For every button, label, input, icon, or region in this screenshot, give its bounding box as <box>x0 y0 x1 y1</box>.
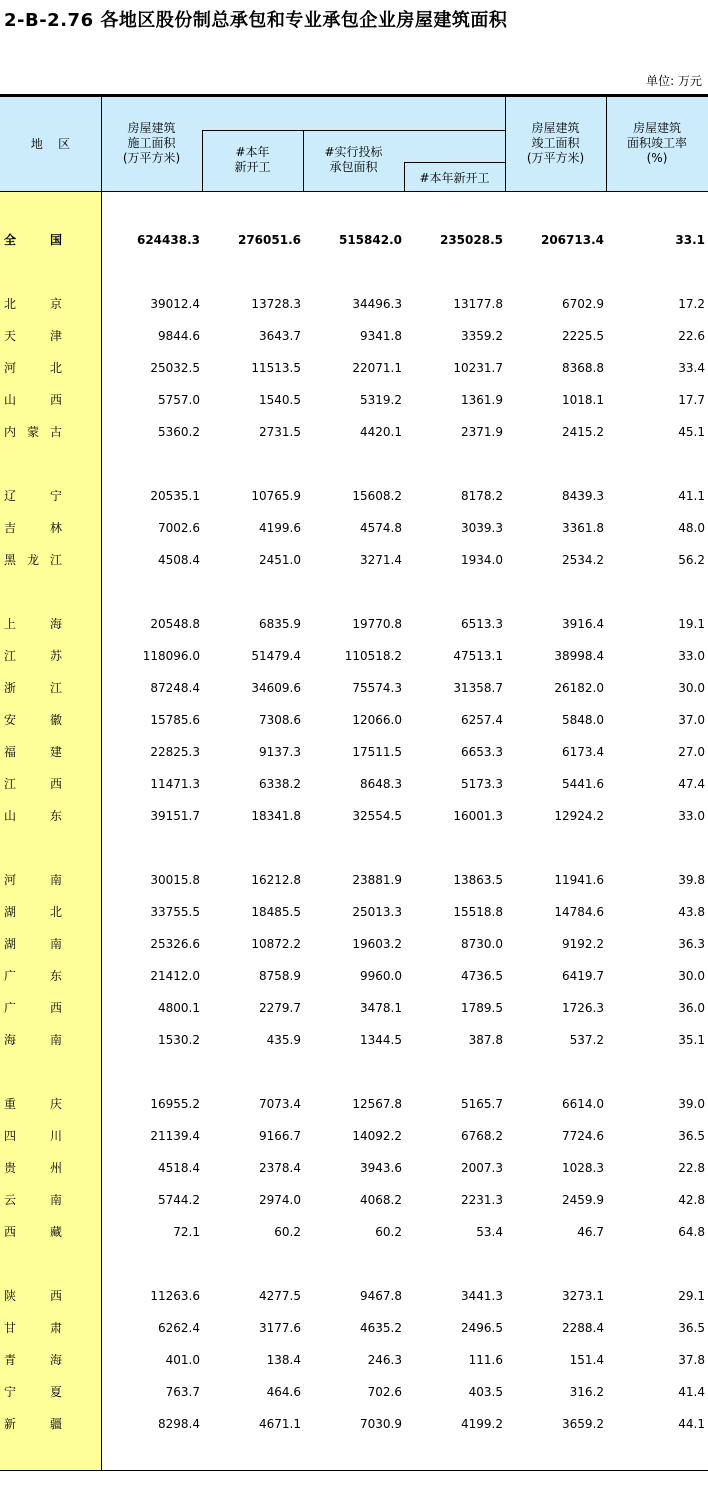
table-row <box>0 935 708 953</box>
region-name: 西 藏 <box>4 1225 62 1239</box>
cell-value: 3643.7 <box>259 329 301 343</box>
cell-value: 10231.7 <box>453 361 503 375</box>
cell-value: 14092.2 <box>352 1129 402 1143</box>
cell-value: 21412.0 <box>150 969 200 983</box>
cell-value: 20535.1 <box>150 489 200 503</box>
region-name: 宁 夏 <box>4 1385 62 1399</box>
cell-value: 19770.8 <box>352 617 402 631</box>
region-name: 甘 肃 <box>4 1321 62 1335</box>
cell-value: 33.0 <box>678 649 705 663</box>
cell-value: 1726.3 <box>562 1001 604 1015</box>
cell-value: 22071.1 <box>352 361 402 375</box>
cell-value: 11941.6 <box>554 873 604 887</box>
cell-value: 3478.1 <box>360 1001 402 1015</box>
cell-value: 4800.1 <box>158 1001 200 1015</box>
cell-value: 33.0 <box>678 809 705 823</box>
cell-value: 14784.6 <box>554 905 604 919</box>
cell-value: 13728.3 <box>251 297 301 311</box>
cell-value: 41.1 <box>678 489 705 503</box>
cell-value: 763.7 <box>165 1385 200 1399</box>
cell-value: 403.5 <box>468 1385 503 1399</box>
cell-value: 3039.3 <box>461 521 503 535</box>
cell-value: 1530.2 <box>158 1033 200 1047</box>
cell-value: 2288.4 <box>562 1321 604 1335</box>
cell-value: 13863.5 <box>453 873 503 887</box>
cell-value: 316.2 <box>569 1385 604 1399</box>
region-name: 广 东 <box>4 969 62 983</box>
cell-value: 29.1 <box>678 1289 705 1303</box>
region-name: 天 津 <box>4 329 62 343</box>
cell-value: 39.0 <box>678 1097 705 1111</box>
table-row <box>0 1159 708 1177</box>
header-new-start: #本年 新开工 <box>234 145 271 174</box>
cell-value: 2974.0 <box>259 1193 301 1207</box>
cell-value: 5319.2 <box>360 393 402 407</box>
cell-value: 3659.2 <box>562 1417 604 1431</box>
region-name: 海 南 <box>4 1033 62 1047</box>
cell-value: 6338.2 <box>259 777 301 791</box>
cell-value: 18485.5 <box>251 905 301 919</box>
cell-value: 51479.4 <box>251 649 301 663</box>
cell-value: 1789.5 <box>461 1001 503 1015</box>
cell-value: 1934.0 <box>461 553 503 567</box>
cell-value: 44.1 <box>678 1417 705 1431</box>
table-row <box>0 999 708 1017</box>
cell-value: 9467.8 <box>360 1289 402 1303</box>
cell-value: 111.6 <box>468 1353 503 1367</box>
cell-value: 6653.3 <box>461 745 503 759</box>
table-row <box>0 1095 708 1113</box>
cell-value: 6513.3 <box>461 617 503 631</box>
cell-value: 23881.9 <box>352 873 402 887</box>
table-row <box>0 359 708 377</box>
table-row <box>0 1351 708 1369</box>
cell-value: 31358.7 <box>453 681 503 695</box>
cell-value: 21139.4 <box>150 1129 200 1143</box>
table-row <box>0 711 708 729</box>
cell-value: 2378.4 <box>259 1161 301 1175</box>
cell-value: 9137.3 <box>259 745 301 759</box>
cell-value: 276051.6 <box>237 233 301 247</box>
cell-value: 43.8 <box>678 905 705 919</box>
cell-value: 11263.6 <box>150 1289 200 1303</box>
cell-value: 4199.2 <box>461 1417 503 1431</box>
cell-value: 4635.2 <box>360 1321 402 1335</box>
cell-value: 4199.6 <box>259 521 301 535</box>
cell-value: 25326.6 <box>150 937 200 951</box>
region-column-band <box>0 192 102 1471</box>
cell-value: 2496.5 <box>461 1321 503 1335</box>
cell-value: 401.0 <box>165 1353 200 1367</box>
cell-value: 3273.1 <box>562 1289 604 1303</box>
cell-value: 8758.9 <box>259 969 301 983</box>
table-row <box>0 519 708 537</box>
cell-value: 2534.2 <box>562 553 604 567</box>
cell-value: 4420.1 <box>360 425 402 439</box>
cell-value: 2279.7 <box>259 1001 301 1015</box>
cell-value: 4574.8 <box>360 521 402 535</box>
cell-value: 37.0 <box>678 713 705 727</box>
cell-value: 4508.4 <box>158 553 200 567</box>
cell-value: 34609.6 <box>251 681 301 695</box>
cell-value: 5744.2 <box>158 1193 200 1207</box>
cell-value: 3916.4 <box>562 617 604 631</box>
cell-value: 6835.9 <box>259 617 301 631</box>
region-name: 湖 北 <box>4 905 62 919</box>
cell-value: 56.2 <box>678 553 705 567</box>
cell-value: 53.4 <box>476 1225 503 1239</box>
region-name: 四 川 <box>4 1129 62 1143</box>
region-name: 江 苏 <box>4 649 62 663</box>
cell-value: 2451.0 <box>259 553 301 567</box>
table-row <box>0 1191 708 1209</box>
cell-value: 60.2 <box>375 1225 402 1239</box>
cell-value: 6702.9 <box>562 297 604 311</box>
region-name: 内 蒙 古 <box>4 425 62 439</box>
cell-value: 10765.9 <box>251 489 301 503</box>
cell-value: 9192.2 <box>562 937 604 951</box>
cell-value: 1540.5 <box>259 393 301 407</box>
cell-value: 20548.8 <box>150 617 200 631</box>
table-row <box>0 615 708 633</box>
table-row <box>0 807 708 825</box>
cell-value: 36.0 <box>678 1001 705 1015</box>
cell-value: 8730.0 <box>461 937 503 951</box>
cell-value: 8298.4 <box>158 1417 200 1431</box>
cell-value: 27.0 <box>678 745 705 759</box>
region-name: 河 南 <box>4 873 62 887</box>
table-row <box>0 1383 708 1401</box>
cell-value: 19.1 <box>678 617 705 631</box>
cell-value: 30.0 <box>678 681 705 695</box>
cell-value: 46.7 <box>577 1225 604 1239</box>
cell-value: 22.6 <box>678 329 705 343</box>
table-row <box>0 1319 708 1337</box>
table-row <box>0 1223 708 1241</box>
cell-value: 118096.0 <box>142 649 200 663</box>
unit-label: 单位: 万元 <box>646 74 702 88</box>
cell-value: 8368.8 <box>562 361 604 375</box>
cell-value: 9960.0 <box>360 969 402 983</box>
cell-value: 60.2 <box>274 1225 301 1239</box>
table-row <box>0 1127 708 1145</box>
table-row <box>0 743 708 761</box>
table-row <box>0 295 708 313</box>
header-region: 地 区 <box>30 137 71 151</box>
cell-value: 18341.8 <box>251 809 301 823</box>
cell-value: 19603.2 <box>352 937 402 951</box>
cell-value: 22.8 <box>678 1161 705 1175</box>
table-row <box>0 1031 708 1049</box>
cell-value: 9166.7 <box>259 1129 301 1143</box>
table-row <box>0 231 708 249</box>
cell-value: 15608.2 <box>352 489 402 503</box>
cell-value: 5757.0 <box>158 393 200 407</box>
header-construction-area: 房屋建筑 施工面积 (万平方米) <box>122 121 181 165</box>
table-row <box>0 551 708 569</box>
table-header <box>0 94 708 192</box>
cell-value: 34496.3 <box>352 297 402 311</box>
cell-value: 39012.4 <box>150 297 200 311</box>
region-name: 安 徽 <box>4 713 62 727</box>
cell-value: 4277.5 <box>259 1289 301 1303</box>
cell-value: 16212.8 <box>251 873 301 887</box>
region-name: 河 北 <box>4 361 62 375</box>
region-name: 山 东 <box>4 809 62 823</box>
cell-value: 7073.4 <box>259 1097 301 1111</box>
cell-value: 41.4 <box>678 1385 705 1399</box>
cell-value: 38998.4 <box>554 649 604 663</box>
table-row <box>0 1415 708 1433</box>
region-name: 陕 西 <box>4 1289 62 1303</box>
cell-value: 33755.5 <box>150 905 200 919</box>
cell-value: 1028.3 <box>562 1161 604 1175</box>
cell-value: 7030.9 <box>360 1417 402 1431</box>
cell-value: 12567.8 <box>352 1097 402 1111</box>
cell-value: 36.3 <box>678 937 705 951</box>
cell-value: 235028.5 <box>439 233 503 247</box>
cell-value: 702.6 <box>367 1385 402 1399</box>
region-name: 贵 州 <box>4 1161 62 1175</box>
table-row <box>0 679 708 697</box>
region-name: 福 建 <box>4 745 62 759</box>
cell-value: 246.3 <box>367 1353 402 1367</box>
cell-value: 1361.9 <box>461 393 503 407</box>
cell-value: 6257.4 <box>461 713 503 727</box>
region-name: 辽 宁 <box>4 489 62 503</box>
cell-value: 4068.2 <box>360 1193 402 1207</box>
cell-value: 26182.0 <box>554 681 604 695</box>
table-row <box>0 647 708 665</box>
cell-value: 7308.6 <box>259 713 301 727</box>
cell-value: 5173.3 <box>461 777 503 791</box>
cell-value: 2371.9 <box>461 425 503 439</box>
cell-value: 6614.0 <box>562 1097 604 1111</box>
cell-value: 4671.1 <box>259 1417 301 1431</box>
cell-value: 5848.0 <box>562 713 604 727</box>
table-row <box>0 967 708 985</box>
header-bidding-area: #实行投标 承包面积 <box>324 145 383 174</box>
cell-value: 387.8 <box>468 1033 503 1047</box>
region-name: 广 西 <box>4 1001 62 1015</box>
cell-value: 206713.4 <box>540 233 604 247</box>
cell-value: 537.2 <box>569 1033 604 1047</box>
region-name: 上 海 <box>4 617 62 631</box>
region-name: 北 京 <box>4 297 62 311</box>
cell-value: 8648.3 <box>360 777 402 791</box>
cell-value: 33.1 <box>675 233 705 247</box>
cell-value: 10872.2 <box>251 937 301 951</box>
region-name: 湖 南 <box>4 937 62 951</box>
cell-value: 435.9 <box>266 1033 301 1047</box>
cell-value: 3943.6 <box>360 1161 402 1175</box>
cell-value: 2459.9 <box>562 1193 604 1207</box>
cell-value: 72.1 <box>173 1225 200 1239</box>
cell-value: 87248.4 <box>150 681 200 695</box>
cell-value: 11471.3 <box>150 777 200 791</box>
table-row <box>0 391 708 409</box>
cell-value: 7002.6 <box>158 521 200 535</box>
cell-value: 6419.7 <box>562 969 604 983</box>
header-completed-area: 房屋建筑 竣工面积 (万平方米) <box>526 121 585 165</box>
cell-value: 3441.3 <box>461 1289 503 1303</box>
cell-value: 515842.0 <box>338 233 402 247</box>
cell-value: 22825.3 <box>150 745 200 759</box>
cell-value: 75574.3 <box>352 681 402 695</box>
cell-value: 1344.5 <box>360 1033 402 1047</box>
cell-value: 3359.2 <box>461 329 503 343</box>
cell-value: 9844.6 <box>158 329 200 343</box>
cell-value: 30015.8 <box>150 873 200 887</box>
cell-value: 138.4 <box>266 1353 301 1367</box>
cell-value: 30.0 <box>678 969 705 983</box>
cell-value: 16955.2 <box>150 1097 200 1111</box>
cell-value: 2415.2 <box>562 425 604 439</box>
cell-value: 35.1 <box>678 1033 705 1047</box>
cell-value: 17.7 <box>678 393 705 407</box>
cell-value: 2007.3 <box>461 1161 503 1175</box>
cell-value: 9341.8 <box>360 329 402 343</box>
cell-value: 2231.3 <box>461 1193 503 1207</box>
cell-value: 36.5 <box>678 1129 705 1143</box>
cell-value: 36.5 <box>678 1321 705 1335</box>
cell-value: 6173.4 <box>562 745 604 759</box>
cell-value: 39.8 <box>678 873 705 887</box>
cell-value: 12924.2 <box>554 809 604 823</box>
table-row <box>0 1287 708 1305</box>
region-name: 浙 江 <box>4 681 62 695</box>
cell-value: 13177.8 <box>453 297 503 311</box>
page-title: 2-B-2.76 各地区股份制总承包和专业承包企业房屋建筑面积 <box>4 10 508 31</box>
header-bidding-new-start: #本年新开工 <box>419 171 490 185</box>
cell-value: 39151.7 <box>150 809 200 823</box>
cell-value: 47.4 <box>678 777 705 791</box>
cell-value: 37.8 <box>678 1353 705 1367</box>
cell-value: 15518.8 <box>453 905 503 919</box>
cell-value: 25013.3 <box>352 905 402 919</box>
cell-value: 8439.3 <box>562 489 604 503</box>
cell-value: 464.6 <box>266 1385 301 1399</box>
cell-value: 4518.4 <box>158 1161 200 1175</box>
table-row <box>0 903 708 921</box>
table-row <box>0 327 708 345</box>
cell-value: 624438.3 <box>136 233 200 247</box>
cell-value: 45.1 <box>678 425 705 439</box>
cell-value: 8178.2 <box>461 489 503 503</box>
cell-value: 33.4 <box>678 361 705 375</box>
table-row <box>0 871 708 889</box>
region-name: 吉 林 <box>4 521 62 535</box>
cell-value: 17.2 <box>678 297 705 311</box>
table-row <box>0 775 708 793</box>
region-name: 黑 龙 江 <box>4 553 62 567</box>
region-name: 青 海 <box>4 1353 62 1367</box>
cell-value: 5360.2 <box>158 425 200 439</box>
table-body <box>0 192 708 1471</box>
cell-value: 47513.1 <box>453 649 503 663</box>
cell-value: 2225.5 <box>562 329 604 343</box>
region-name: 山 西 <box>4 393 62 407</box>
cell-value: 32554.5 <box>352 809 402 823</box>
cell-value: 5165.7 <box>461 1097 503 1111</box>
header-completion-rate: 房屋建筑 面积竣工率 (%) <box>626 121 687 165</box>
cell-value: 12066.0 <box>352 713 402 727</box>
cell-value: 3271.4 <box>360 553 402 567</box>
region-name: 全 国 <box>4 233 62 247</box>
cell-value: 7724.6 <box>562 1129 604 1143</box>
table-row <box>0 487 708 505</box>
region-name: 云 南 <box>4 1193 62 1207</box>
cell-value: 151.4 <box>569 1353 604 1367</box>
cell-value: 17511.5 <box>352 745 402 759</box>
cell-value: 3177.6 <box>259 1321 301 1335</box>
cell-value: 1018.1 <box>562 393 604 407</box>
cell-value: 6262.4 <box>158 1321 200 1335</box>
cell-value: 4736.5 <box>461 969 503 983</box>
cell-value: 6768.2 <box>461 1129 503 1143</box>
cell-value: 15785.6 <box>150 713 200 727</box>
cell-value: 42.8 <box>678 1193 705 1207</box>
table-bottom-rule <box>0 1470 708 1471</box>
region-name: 重 庆 <box>4 1097 62 1111</box>
region-name: 新 疆 <box>4 1417 62 1431</box>
cell-value: 64.8 <box>678 1225 705 1239</box>
cell-value: 110518.2 <box>344 649 402 663</box>
cell-value: 25032.5 <box>150 361 200 375</box>
table-row <box>0 423 708 441</box>
cell-value: 5441.6 <box>562 777 604 791</box>
cell-value: 2731.5 <box>259 425 301 439</box>
cell-value: 11513.5 <box>251 361 301 375</box>
cell-value: 16001.3 <box>453 809 503 823</box>
region-name: 江 西 <box>4 777 62 791</box>
cell-value: 3361.8 <box>562 521 604 535</box>
cell-value: 48.0 <box>678 521 705 535</box>
